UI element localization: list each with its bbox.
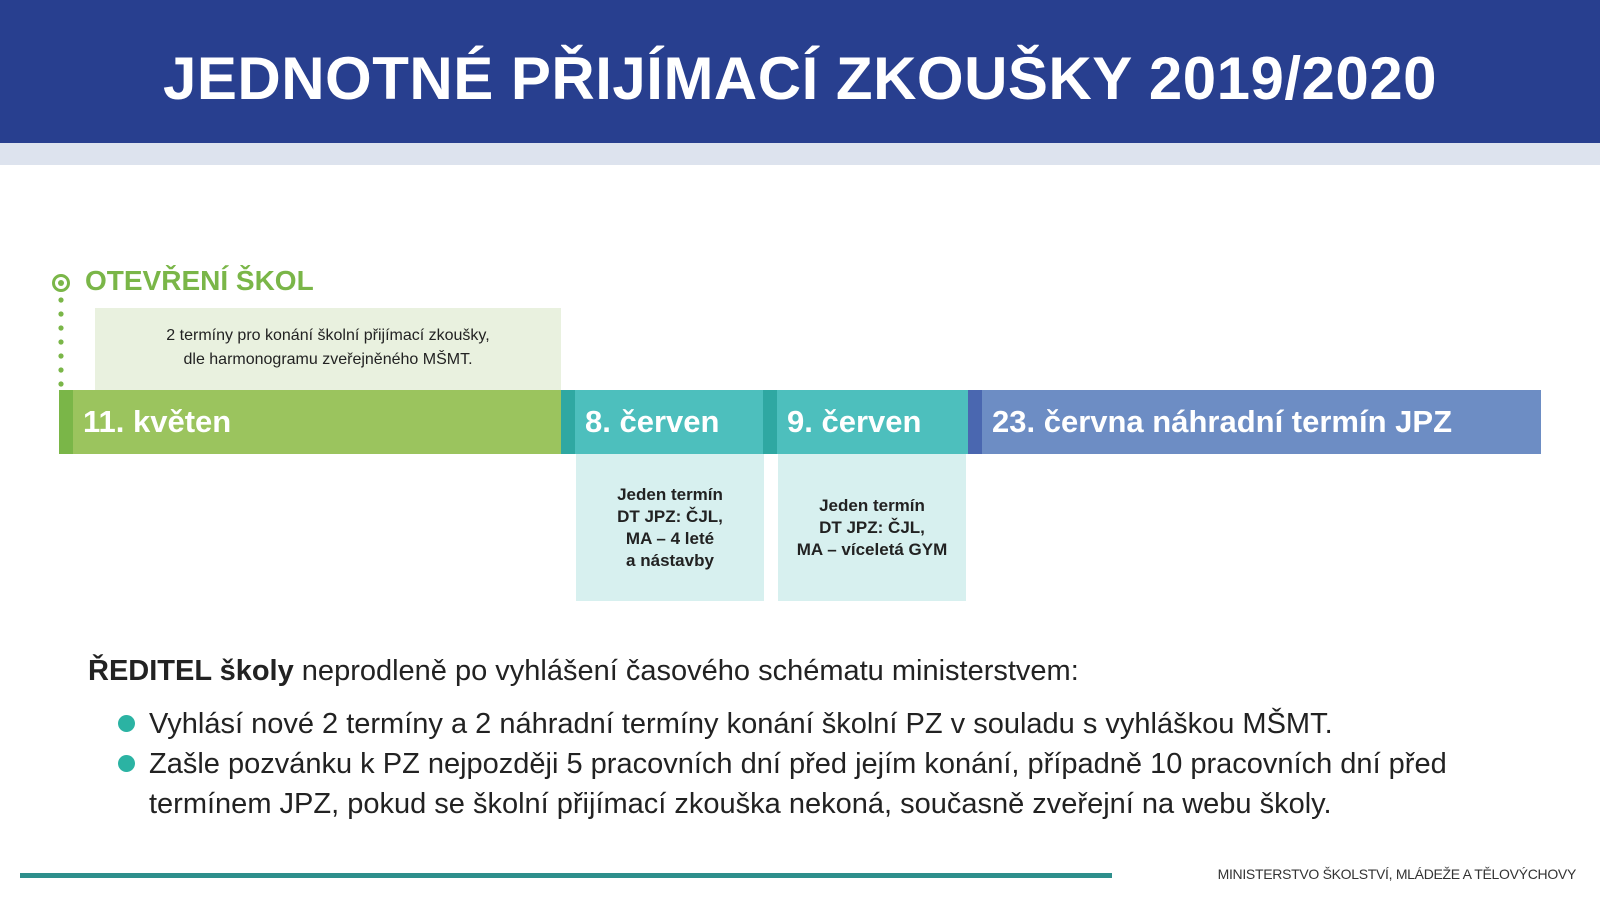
exam-line: MA – 4 leté — [625, 528, 715, 548]
lead-sentence — [88, 655, 1079, 688]
note-line: dle harmonogramu zveřejněného MŠMT. — [183, 351, 473, 368]
list-item — [118, 744, 1518, 824]
bullet-dot-icon — [118, 715, 135, 732]
lead-rest: neprodleně po vyhlášení časového schématu ministerstvem: — [293, 655, 1079, 687]
bullet-list — [118, 704, 1518, 824]
exam-box-text — [787, 495, 957, 561]
target-icon — [51, 273, 71, 293]
school-exam-note — [95, 308, 561, 390]
opening-label: OTEVŘENÍ ŠKOL — [85, 265, 314, 296]
header-strip — [0, 143, 1600, 165]
footer-divider — [20, 873, 1112, 878]
bullet-dot-icon — [118, 755, 135, 772]
exam-line: DT JPZ: ČJL, — [819, 517, 925, 537]
timeline-segment-june-9: 9. červen — [763, 390, 968, 454]
exam-line: DT JPZ: ČJL, — [617, 506, 723, 526]
ministry-logo: MINISTERSTVO ŠKOLSTVÍ, MLÁDEŽE A TĚLOVÝCHOVY — [1217, 866, 1576, 882]
exam-line: MA – víceletá GYM — [796, 539, 948, 559]
timeline-segment-june-23: 23. června náhradní termín JPZ — [968, 390, 1541, 454]
lead-bold: ŘEDITEL školy — [88, 655, 294, 687]
exam-line: Jeden termín — [617, 484, 723, 504]
bullet-text: Vyhlásí nové 2 termíny a 2 náhradní termíny konání školní PZ v souladu s vyhláškou MŠMT. — [149, 708, 1333, 740]
exam-box-june-9 — [778, 454, 966, 601]
exam-line: a nástavby — [626, 550, 714, 570]
exam-line: Jeden termín — [819, 495, 925, 515]
dotted-connector — [58, 297, 64, 389]
exam-box-text — [605, 484, 735, 572]
note-line: 2 termíny pro konání školní přijímací zkoušky, — [166, 327, 490, 344]
timeline-segment-june-8: 8. červen — [561, 390, 763, 454]
exam-box-june-8 — [576, 454, 764, 601]
timeline-segment-may: 11. květen — [59, 390, 561, 454]
bullet-text: Zašle pozvánku k PZ nejpozději 5 pracovních dní před jejím konání, případně 10 pracovních dní před termínem JPZ, pokud se školní přijímací zkouška nekoná, současně zveřejní na webu školy. — [149, 748, 1447, 820]
list-item — [118, 704, 1518, 744]
page-title: JEDNOTNÉ PŘIJÍMACÍ ZKOUŠKY 2019/2020 — [163, 45, 1437, 112]
